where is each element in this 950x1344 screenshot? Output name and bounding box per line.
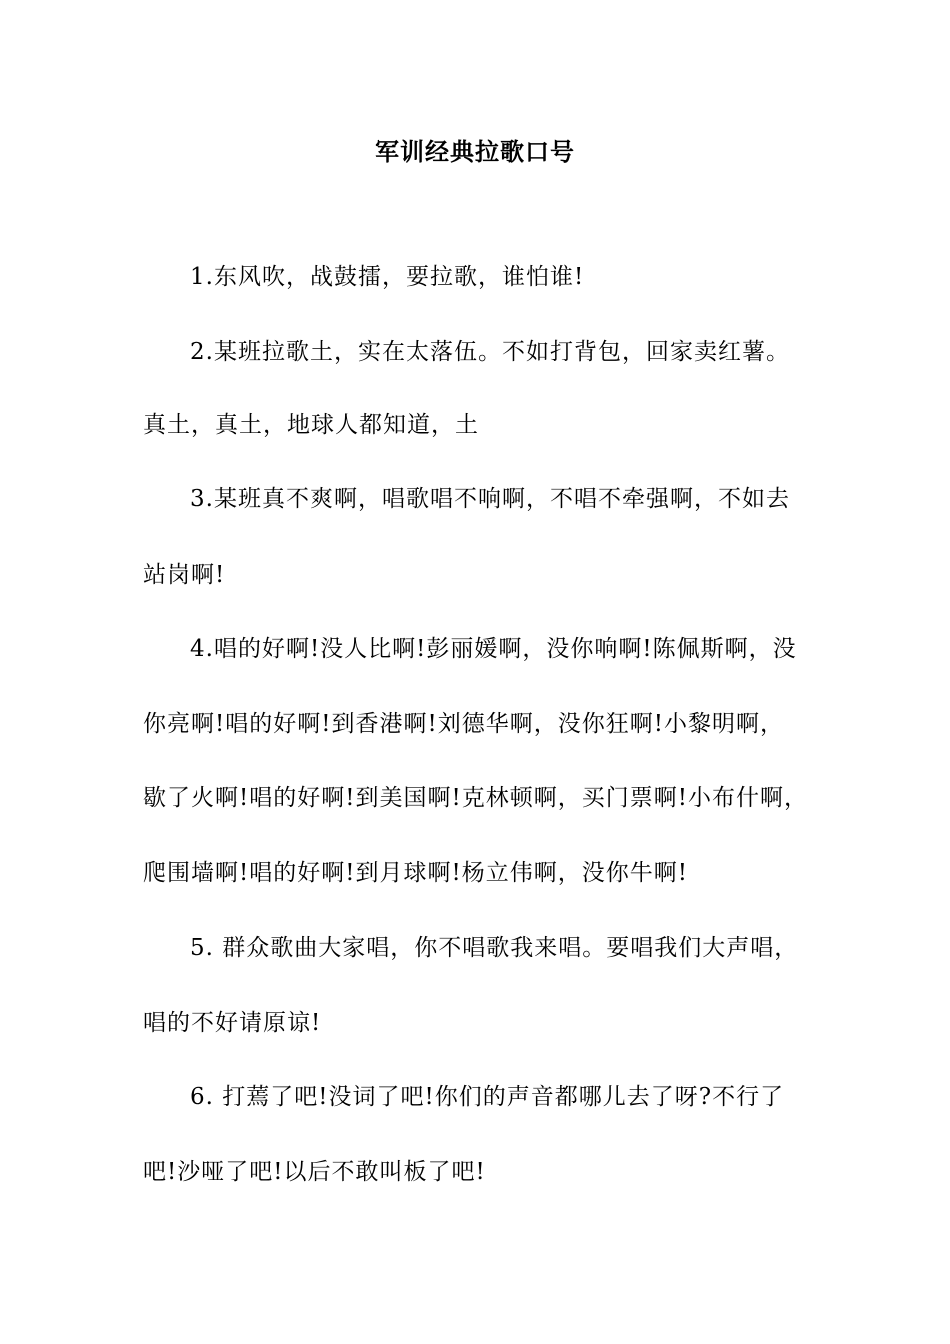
paragraph-line: 4.唱的好啊!没人比啊!彭丽媛啊，没你响啊!陈佩斯啊，没 xyxy=(190,636,797,662)
paragraph-line: 3.某班真不爽啊，唱歌唱不响啊，不唱不牵强啊，不如去 xyxy=(190,486,790,512)
paragraph-line: 真土，真土，地球人都知道，土 xyxy=(143,412,479,438)
paragraph-line: 歇了火啊!唱的好啊!到美国啊!克林顿啊，买门票啊!小布什啊， xyxy=(143,785,808,811)
paragraph-line: 你亮啊!唱的好啊!到香港啊!刘德华啊，没你狂啊!小黎明啊， xyxy=(143,711,784,737)
paragraph-line: 站岗啊! xyxy=(143,562,226,588)
paragraph-line: 爬围墙啊!唱的好啊!到月球啊!杨立伟啊，没你牛啊! xyxy=(143,860,688,886)
paragraph-line: 2.某班拉歌土，实在太落伍。不如打背包，回家卖红薯。 xyxy=(190,339,790,365)
paragraph-line: 吧!沙哑了吧!以后不敢叫板了吧! xyxy=(143,1159,486,1185)
paragraph-line: 5. 群众歌曲大家唱，你不唱歌我来唱。要唱我们大声唱， xyxy=(190,935,799,961)
paragraph-line: 唱的不好请原谅! xyxy=(143,1010,322,1036)
paragraph-line: 6. 打蔫了吧!没词了吧!你们的声音都哪儿去了呀?不行了 xyxy=(190,1084,785,1110)
paragraph-line: 1.东风吹，战鼓擂，要拉歌，谁怕谁! xyxy=(190,264,585,290)
document-title: 军训经典拉歌口号 xyxy=(375,138,575,166)
